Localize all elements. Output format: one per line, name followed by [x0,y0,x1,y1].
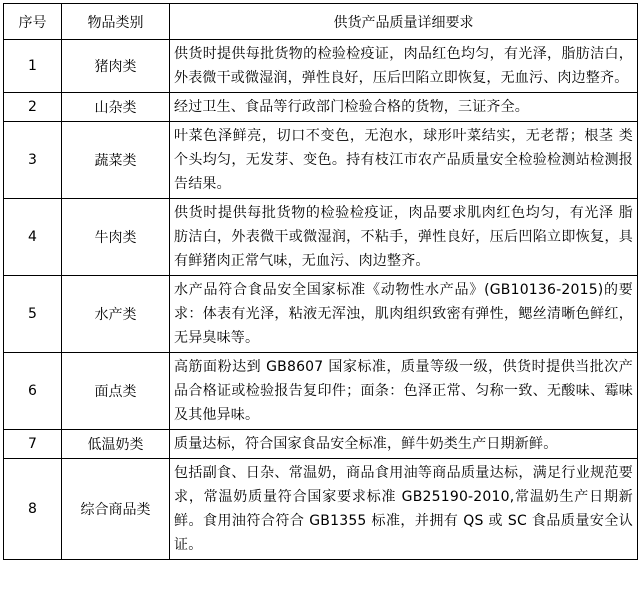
row-requirement: 叶菜色泽鲜亮，切口不变色，无泡水，球形叶菜结实，无老帮；根茎 类个头均匀，无发芽、变色。持有枝江市农产品质量安全检验检测站检测报告结果。 [170,122,638,199]
row-no: 8 [4,459,62,560]
row-category: 水产类 [62,276,170,353]
row-category: 面点类 [62,353,170,430]
row-category: 低温奶类 [62,430,170,459]
row-no: 2 [4,93,62,122]
table-header-row [4,4,638,40]
row-no: 7 [4,430,62,459]
table-row [4,276,638,353]
row-category: 综合商品类 [62,459,170,560]
row-requirement: 水产品符合食品安全国家标准《动物性水产品》(GB10136-2015)的要求：体表有光泽，粘液无浑浊，肌肉组织致密有弹性，鳃丝清晰色鲜红，无异臭味等。 [170,276,638,353]
row-requirement: 高筋面粉达到 GB8607 国家标准，质量等级一级，供货时提供当批次产品合格证或检验报告复印件；面条：色泽正常、匀称一致、无酸味、霉味及其他异味。 [170,353,638,430]
row-no: 4 [4,199,62,276]
table-row [4,459,638,560]
header-requirement: 供货产品质量详细要求 [170,4,638,40]
row-no: 3 [4,122,62,199]
header-no: 序号 [4,4,62,40]
supply-quality-table [3,3,638,560]
row-category: 牛肉类 [62,199,170,276]
table-row [4,93,638,122]
row-requirement: 经过卫生、食品等行政部门检验合格的货物，三证齐全。 [170,93,638,122]
table-row [4,353,638,430]
row-no: 5 [4,276,62,353]
header-category: 物品类别 [62,4,170,40]
row-requirement: 供货时提供每批货物的检验检疫证，肉品红色均匀，有光泽，脂肪洁白，外表微干或微湿润，弹性良好，压后凹陷立即恢复，无血污、肉边整齐。 [170,40,638,93]
row-requirement: 供货时提供每批货物的检验检疫证，肉品要求肌肉红色均匀，有光泽 脂肪洁白，外表微干或微湿润，不粘手，弹性良好，压后凹陷立即恢复，具有鲜猪肉正常气味，无血污、肉边整齐。 [170,199,638,276]
table-row [4,199,638,276]
document-page [3,3,638,560]
row-category: 山杂类 [62,93,170,122]
table-row [4,40,638,93]
row-category: 猪肉类 [62,40,170,93]
row-requirement: 质量达标，符合国家食品安全标准，鲜牛奶类生产日期新鲜。 [170,430,638,459]
table-row [4,430,638,459]
row-category: 蔬菜类 [62,122,170,199]
row-no: 1 [4,40,62,93]
table-row [4,122,638,199]
row-no: 6 [4,353,62,430]
row-requirement: 包括副食、日杂、常温奶，商品食用油等商品质量达标，满足行业规范要求，常温奶质量符合国家要求标准 GB25190-2010,常温奶生产日期新鲜。食用油符合符合 GB1355 标准，并拥有 QS 或 SC 食品质量安全认证。 [170,459,638,560]
